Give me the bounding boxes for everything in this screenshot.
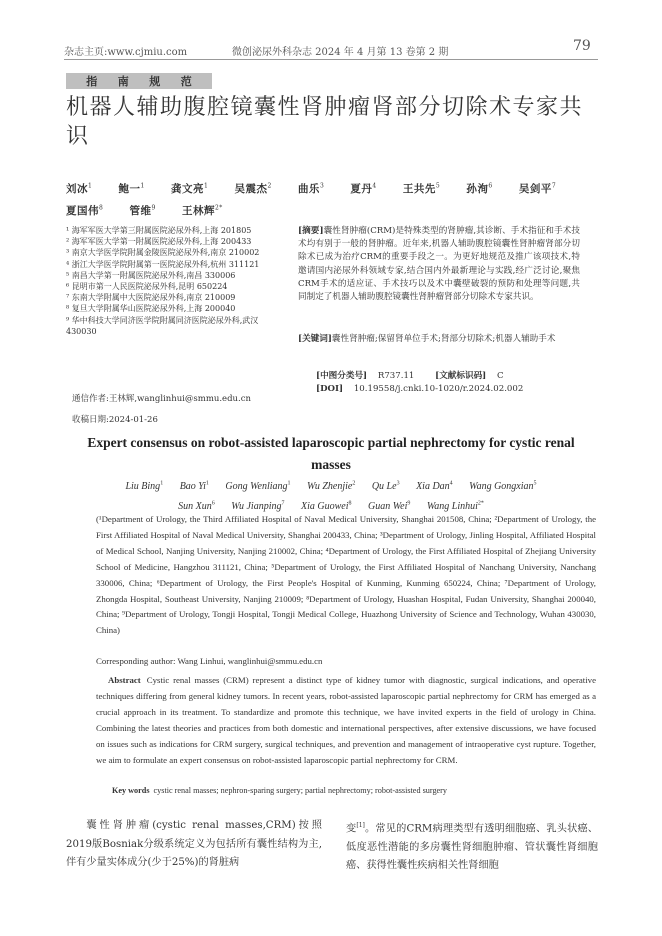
author-en: Xia Dan$^4$ xyxy=(416,481,453,493)
affiliation-cn: ⁶ 昆明市第一人民医院泌尿外科,昆明 650224 xyxy=(66,282,228,292)
header-journal-issue: 微创泌尿外科杂志 2024 年 4 月第 13 卷第 2 期 xyxy=(232,47,449,58)
author-en: Qu Le$^3$ xyxy=(371,481,400,493)
article-title-en: Expert consensus on robot-assisted laparoscopic partial nephrectomy for cystic renal masses xyxy=(87,435,575,472)
correspondence-cn: 通信作者:王林辉,wanglinhui@smmu.edu.cn xyxy=(72,394,251,404)
abstract-en xyxy=(96,672,596,768)
affiliation-cn: ⁴ 浙江大学医学院附属第一医院泌尿外科,杭州 311121 xyxy=(66,259,260,269)
author-en: Liu Bing$^1$ xyxy=(125,481,164,493)
author-en: Guan Wei$^9$ xyxy=(368,500,411,512)
doi-label: [DOI] xyxy=(316,384,344,394)
classification-cn xyxy=(316,369,504,381)
received-date-cn: 收稿日期:2024-01-26 xyxy=(72,415,158,425)
affiliation-cn: ⁷ 东南大学附属中大医院泌尿外科,南京 210009 xyxy=(66,293,236,303)
author-cn: 王林辉$^{2*}$ xyxy=(181,204,223,217)
abstract-en-label: Abstract xyxy=(108,675,141,685)
author-cn: 吴震杰$^2$ xyxy=(234,182,272,195)
author-cn: 曲乐$^3$ xyxy=(297,182,325,195)
author-list-en xyxy=(66,476,596,515)
doi-cn xyxy=(316,384,523,394)
correspondence-en: Corresponding author: Wang Linhui, wanglinhui@smmu.edu.cn xyxy=(96,656,323,666)
column-tag-char: 南 xyxy=(117,75,129,88)
author-en: Xia Guowei$^8$ xyxy=(301,500,352,512)
author-cn: 龚文亮$^1$ xyxy=(170,182,209,195)
header-divider xyxy=(64,59,598,60)
author-cn: 夏国伟$^8$ xyxy=(66,204,104,217)
affiliation-cn: ³ 南京大学医学院附属金陵医院泌尿外科,南京 210002 xyxy=(66,248,260,258)
column-tag-char: 规 xyxy=(149,75,161,88)
affiliations-cn xyxy=(66,225,281,337)
author-en: Wu Jianping$^7$ xyxy=(231,500,285,512)
author-cn: 王共先$^5$ xyxy=(402,182,441,195)
abstract-en-text: Cystic renal masses (CRM) represent a distinct type of kidney tumor with diagnostic, surgical indications, and operative techniques differing from general kidney tumors. In recent years, robot-assisted laparoscopic partial nephrectomy for CRM has emerged as a crucial approach in its treatment. To standardize and promote this technique, we have invited experts in the field of urology in China. Combining the latest theories and practices from both domestic and international perspectives, after extensive discussions, we have focused on issues such as indications for CRM surgery, surgical techniques, and prevention and management of intraoperative cyst rupture. Together, we aim to formulate an expert consensus on robot-assisted laparoscopic partial nephrectomy for CRM. xyxy=(96,675,596,765)
doi-value: 10.19558/j.cnki.10-1020/r.2024.02.002 xyxy=(353,384,524,394)
abstract-cn-text: 囊性肾肿瘤(CRM)是特殊类型的肾肿瘤,其诊断、手术指征和手术技术均有别于一般的肾肿瘤。近年来,机器人辅助腹腔镜囊性肾肿瘤肾部分切除术已成为治疗CRM的重要手段之一。为更好地规范及推广该项技术,特邀请国内泌尿外科领域专家,结合国内外最新理论与实践,经广泛讨论,聚焦CRM手术的适应证、手术技巧以及术中囊壁破裂的预防和处理等问题,共同制定了机器人辅助腹腔镜囊性肾肿瘤肾部分切除术专家共识。 xyxy=(298,226,580,303)
affiliation-cn: ⁹ 华中科技大学同济医学院附属同济医院泌尿外科,武汉 430030 xyxy=(66,315,259,336)
column-tag-char: 范 xyxy=(180,75,192,88)
column-tag-char: 指 xyxy=(86,75,98,88)
doc-code-value: C xyxy=(496,371,504,381)
affiliation-cn: ⁸ 复旦大学附属华山医院泌尿外科,上海 200040 xyxy=(66,304,236,314)
keywords-cn xyxy=(298,333,580,346)
author-cn: 孙洵$^6$ xyxy=(466,182,493,195)
author-en: Wu Zhenjie$^2$ xyxy=(307,481,356,493)
column-tag xyxy=(66,73,212,89)
affiliation-cn: ¹ 海军军医大学第三附属医院泌尿外科,上海 201805 xyxy=(66,226,252,235)
affiliation-cn: ⁵ 南昌大学第一附属医院泌尿外科,南昌 330006 xyxy=(66,270,236,280)
author-cn: 夏丹$^4$ xyxy=(350,182,377,195)
article-title-cn: 机器人辅助腹腔镜囊性肾肿瘤肾部分切除术专家共识 xyxy=(66,95,584,149)
keywords-en xyxy=(112,786,592,795)
body-text-left-column: 囊性肾肿瘤(cystic renal masses,CRM)按照 2019版Bosniak分级系统定义为包括所有囊性结构为主,伴有少量实体成分(少于25%)的肾脏病 xyxy=(66,820,322,868)
keywords-cn-label: [关键词] xyxy=(298,334,332,344)
author-en: Wang Gongxian$^5$ xyxy=(469,481,537,493)
author-en: Wang Linhui$^{2*}$ xyxy=(426,500,484,512)
citation-ref: [1] xyxy=(356,822,365,829)
affiliation-cn: ² 海军军医大学第一附属医院泌尿外科,上海 200433 xyxy=(66,237,252,247)
keywords-en-label: Key words xyxy=(112,786,150,795)
author-cn: 刘冰$^1$ xyxy=(66,182,93,195)
keywords-en-text: cystic renal masses; nephron-sparing surgery; partial nephrectomy; robot-assisted surgery xyxy=(153,786,447,795)
header-journal-homepage: 杂志主页:www.cjmiu.com xyxy=(64,47,188,58)
author-en: Bao Yi$^1$ xyxy=(179,481,209,493)
keywords-cn-text: 囊性肾肿瘤;保留肾单位手术;肾部分切除术;机器人辅助手术 xyxy=(331,334,556,344)
author-cn: 管维$^9$ xyxy=(129,204,156,217)
author-cn: 吴剑平$^7$ xyxy=(518,182,557,195)
author-en: Sun Xun$^6$ xyxy=(178,500,215,512)
page-number: 79 xyxy=(573,38,591,54)
clc-label: [中图分类号] xyxy=(316,371,368,381)
author-cn: 鲍一$^1$ xyxy=(118,182,145,195)
clc-value: R737.11 xyxy=(377,371,415,381)
affiliations-en: (¹Department of Urology, the Third Affiliated Hospital of Naval Medical University, Shanghai 201508, China; ²Department of Urology, the First Affiliated Hospital of Naval Medical University, Shanghai 200433, China; ³Department of Urology, Jinling Hospital, Affiliated Hospital of Medical School, Nanjing University, Nanjing 210002, China; ⁴Department of Urology, the First Affiliated Hospital of Zhejiang University School of Medicine, Hangzhou 311121, China; ⁵Department of Urology, the First Affiliated Hospital of Nanchang University, Nanchang 330006, China; ⁶Department of Urology, the First People's Hospital of Kunming, Kunming 650224, China; ⁷Department of Urology, Zhongda Hospital, Southeast University, Nanjing 210009; ⁸Department of Urology, Huashan Hospital, Fudan University, Shanghai 200040, China; ⁹Department of Urology, Tongji Hospital, Tongji Medical College, Huazhong University of Science and Technology, Wuhan 430030, China) xyxy=(96,514,596,636)
abstract-cn-label: [摘要] xyxy=(298,226,324,236)
author-list-cn xyxy=(66,176,606,221)
author-en: Gong Wenliang$^1$ xyxy=(225,481,291,493)
body-text-right-column: 变[1]。常见的CRM病理类型有透明细胞癌、乳头状癌、低度恶性潜能的多房囊性肾细胞肿瘤、管状囊性肾细胞癌、获得性囊性疾病相关性肾细胞 xyxy=(346,822,598,872)
abstract-cn xyxy=(298,225,580,304)
doc-code-label: [文献标识码] xyxy=(435,371,487,381)
